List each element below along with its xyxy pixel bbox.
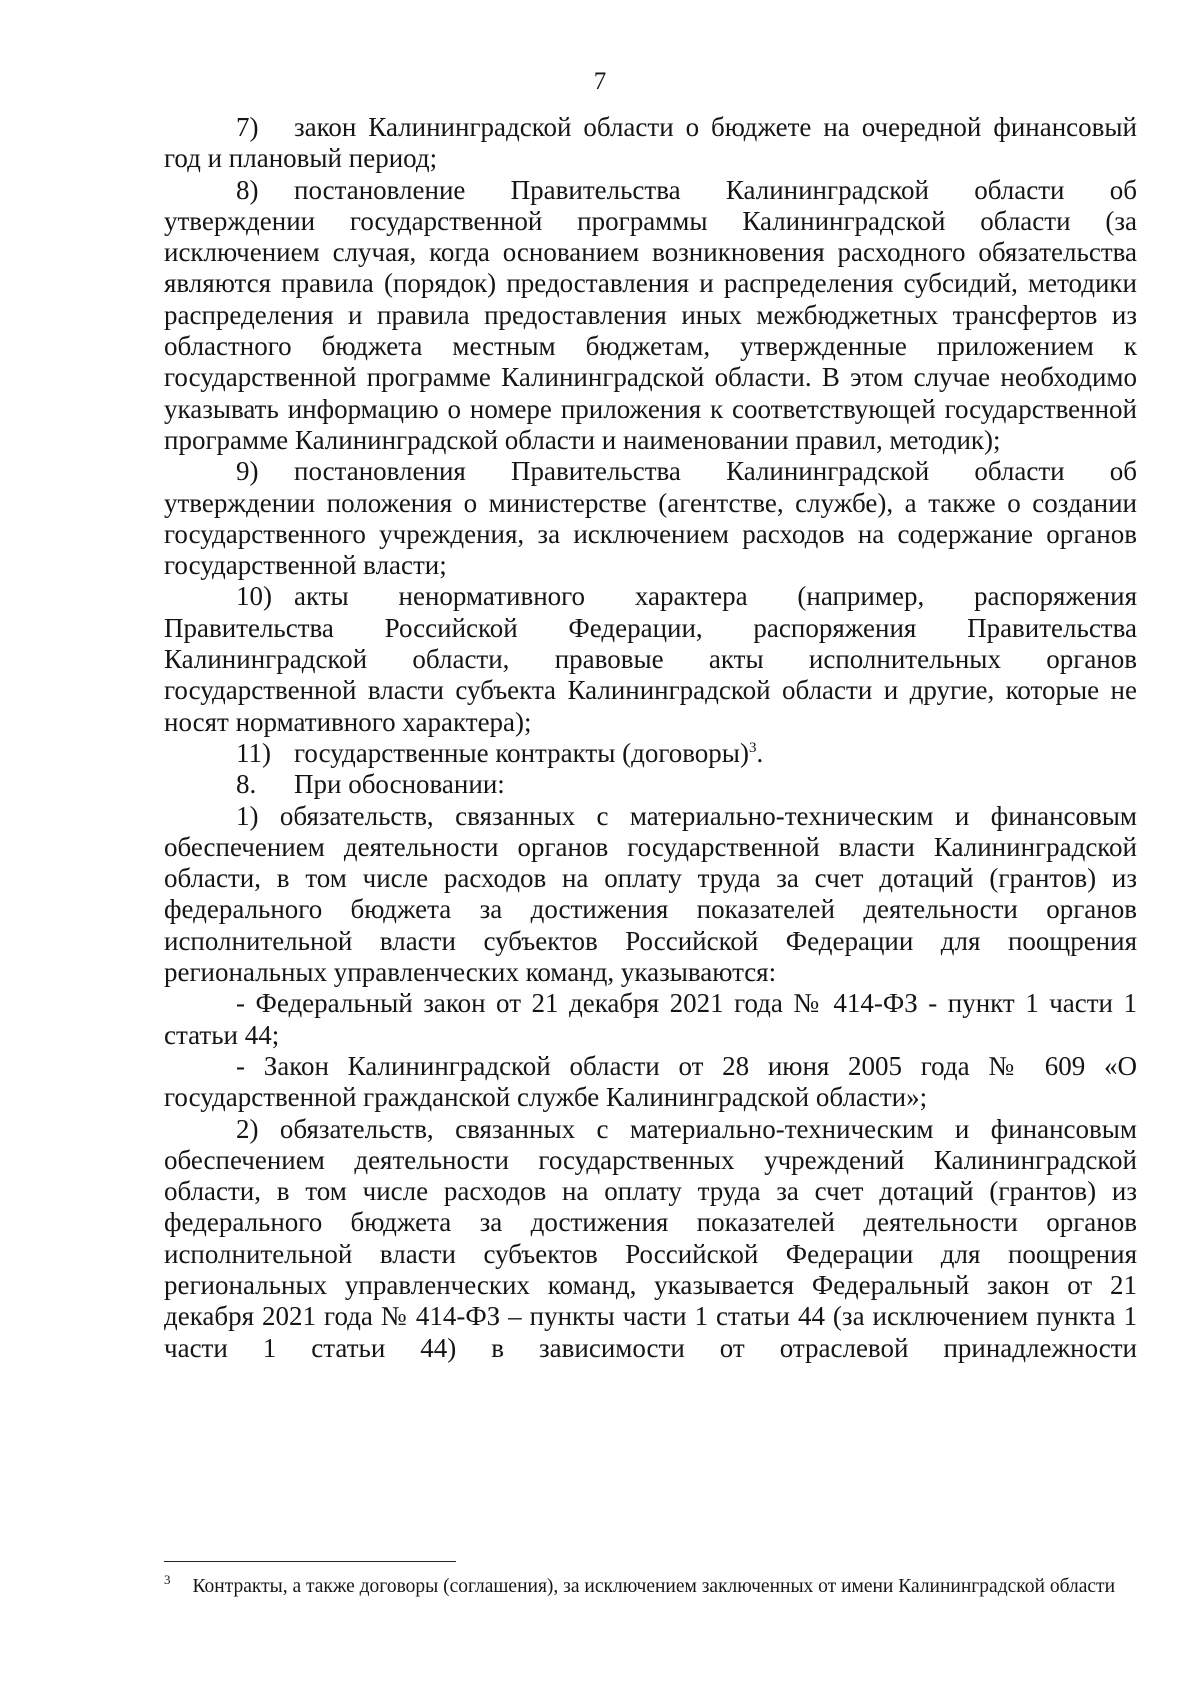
list-item-10 bbox=[164, 581, 1137, 737]
subitem-text: 2) обязательств, связанных с материально-техническим и финансовым обеспечением деятельности государственных учреждений Калининградской области, в том числе расходов на оплату труда за счет дотаций (грантов) из федерального бюджета за достижения показателей деятельности органов исполнительной власти субъектов Российской Федерации для поощрения региональных управленческих команд, указывается Федеральный закон от 21 декабря 2021 года № 414-ФЗ – пункты части 1 статьи 44 (за исключением пункта 1 части 1 статьи 44) в зависимости от отраслевой принадлежности bbox=[164, 1113, 1137, 1363]
item-text: акты ненормативного характера (например, распоряжения Правительства Российской Федерации, распоряжения Правительства Калининградской области, правовые акты исполнительных органов государственной власти субъекта Калининградской области и другие, которые не носят нормативного характера); bbox=[164, 581, 1137, 737]
subitem-text: 1) обязательств, связанных с материально-техническим и финансовым обеспечением деятельности органов государственной власти Калининградской области, в том числе расходов на оплату труда за счет дотаций (грантов) из федерального бюджета за достижения показателей деятельности органов исполнительной власти субъектов Российской Федерации для поощрения региональных управленческих команд, указываются: bbox=[164, 800, 1137, 988]
section-text: При обосновании: bbox=[294, 769, 505, 800]
item-tail: . bbox=[756, 737, 764, 768]
item-text: государственные контракты (договоры) bbox=[294, 737, 749, 768]
bullet-text: - Закон Калининградской области от 28 июня 2005 года № 609 «О государственной гражданской службе Калининградской области»; bbox=[164, 1050, 1137, 1113]
item-number: 10) bbox=[236, 581, 272, 612]
list-item-7 bbox=[164, 112, 1137, 175]
item-number: 7) bbox=[236, 112, 259, 142]
item-number: 8) bbox=[236, 174, 259, 205]
item-text: постановление Правительства Калининградской области об утверждении государственной программы Калининградской области (за исключением случая, когда основанием возникновения расходного обязательства являются правила (порядок) предоставления и распределения субсидий, методики распределения и правила предоставления иных межбюджетных трансфертов из областного бюджета местным бюджетам, утвержденные приложением к государственной программе Калининградской области. В этом случае необходимо указывать информацию о номере приложения к соответствующей государственной программе Калининградской области и наименовании правил, методик); bbox=[164, 174, 1137, 455]
bullet-regional-law bbox=[164, 1051, 1137, 1114]
footnote bbox=[164, 1574, 1137, 1600]
list-item-9 bbox=[164, 456, 1137, 581]
section-8-heading bbox=[164, 769, 1137, 800]
subitem-1 bbox=[164, 801, 1137, 989]
item-number: 9) bbox=[236, 456, 259, 487]
list-item-8 bbox=[164, 175, 1137, 457]
page-number: 7 bbox=[593, 68, 607, 95]
footnote-divider bbox=[164, 1561, 456, 1562]
footnote-reference: 3 bbox=[748, 739, 757, 756]
item-text: закон Калининградской области о бюджете на очередной финансовый год и плановый период; bbox=[164, 112, 1137, 174]
section-number: 8. bbox=[236, 769, 257, 800]
document-body bbox=[164, 112, 1137, 1364]
bullet-federal-law bbox=[164, 988, 1137, 1051]
item-number: 11) bbox=[236, 737, 271, 768]
item-text: постановления Правительства Калининградской области об утверждении положения о министерстве (агентстве, службе), а также о создании государственного учреждения, за исключением расходов на содержание органов государственной власти; bbox=[164, 456, 1137, 581]
list-item-11 bbox=[164, 738, 1137, 769]
footnote-text: Контракты, а также договоры (соглашения), за исключением заключенных от имени Калининградской области bbox=[192, 1576, 1115, 1597]
bullet-text: - Федеральный закон от 21 декабря 2021 года № 414-ФЗ - пункт 1 части 1 статьи 44; bbox=[164, 988, 1137, 1050]
footnote-mark: 3 bbox=[164, 1572, 171, 1587]
subitem-2 bbox=[164, 1114, 1137, 1364]
